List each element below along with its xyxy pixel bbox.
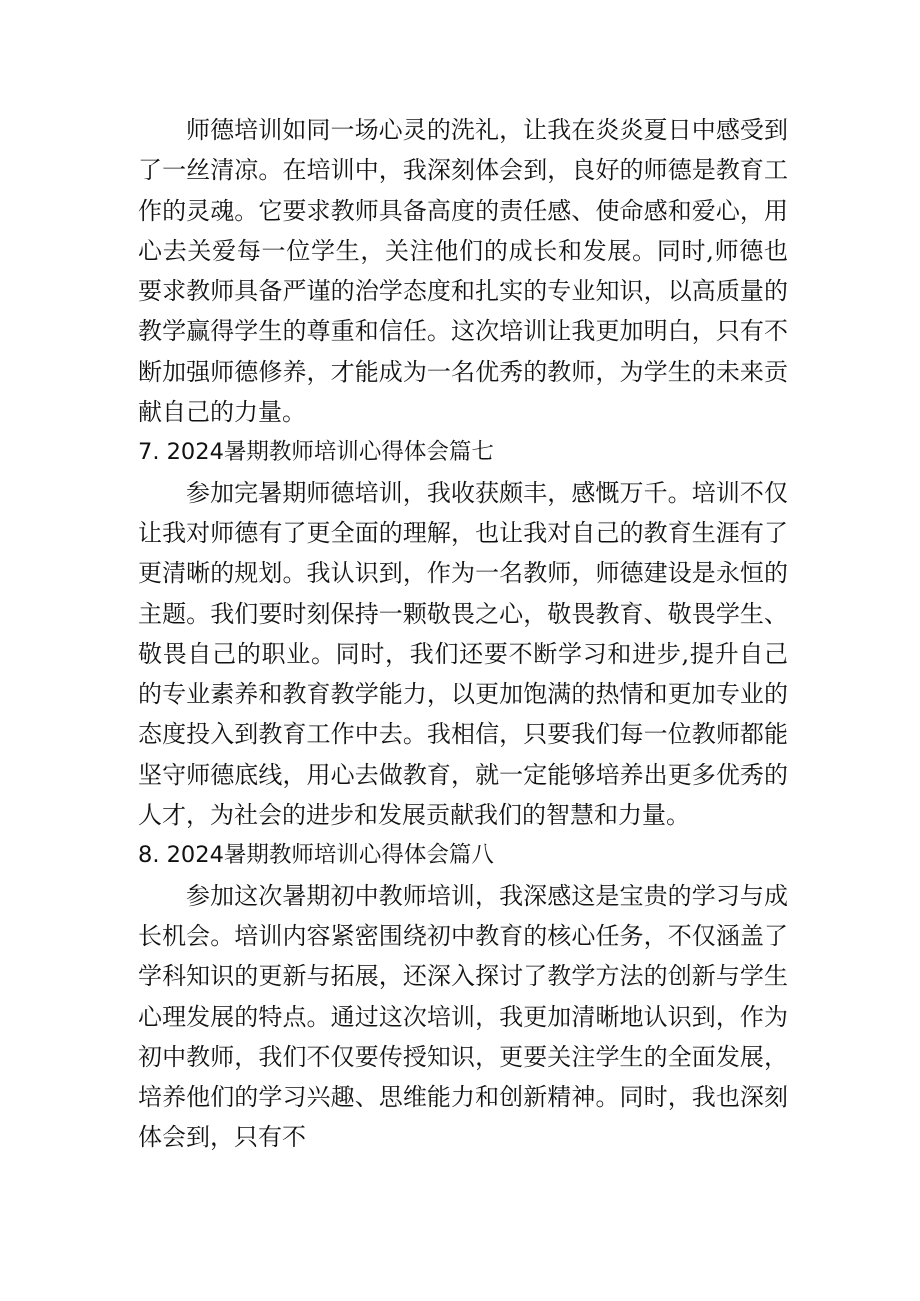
paragraph-section-7: 参加完暑期师德培训，我收获颇丰，感慨万千。培训不仅让我对师德有了更全面的理解，也让我对自己的教育生涯有了更清晰的规划。我认识到，作为一名教师，师德建设是永恒的主题。我们要时刻保持一颗敬畏之心，敬畏教育、敬畏学生、敬畏自己的职业。同时，我们还要不断学习和进步,提升自己的专业素养和教育教学能力，以更加饱满的热情和更加专业的态度投入到教育工作中去。我相信，只要我们每一位教师都能坚守师德底线，用心去做教育，就一定能够培养出更多优秀的人才，为社会的进步和发展贡献我们的智慧和力量。 [138, 478, 788, 830]
paragraph-intro: 师德培训如同一场心灵的洗礼，让我在炎炎夏日中感受到了一丝清凉。在培训中，我深刻体会到，良好的师德是教育工作的灵魂。它要求教师具备高度的责任感、使命感和爱心，用心去关爱每一位学生，关注他们的成长和发展。同时,师德也要求教师具备严谨的治学态度和扎实的专业知识，以高质量的教学赢得学生的尊重和信任。这次培训让我更加明白，只有不断加强师德修养，才能成为一名优秀的教师，为学生的未来贡献自己的力量。 [138, 116, 788, 427]
document-body [138, 110, 788, 1158]
paragraph-section-8: 参加这次暑期初中教师培训，我深感这是宝贵的学习与成长机会。培训内容紧密围绕初中教育的核心任务，不仅涵盖了学科知识的更新与拓展，还深入探讨了教学方法的创新与学生心理发展的特点。通过这次培训，我更加清晰地认识到，作为初中教师，我们不仅要传授知识，更要关注学生的全面发展，培养他们的学习兴趣、思维能力和创新精神。同时，我也深刻体会到，只有不 [138, 881, 788, 1152]
section-heading-7: 7. 2024暑期教师培训心得体会篇七 [138, 439, 494, 466]
section-heading-8: 8. 2024暑期教师培训心得体会篇八 [138, 842, 494, 869]
